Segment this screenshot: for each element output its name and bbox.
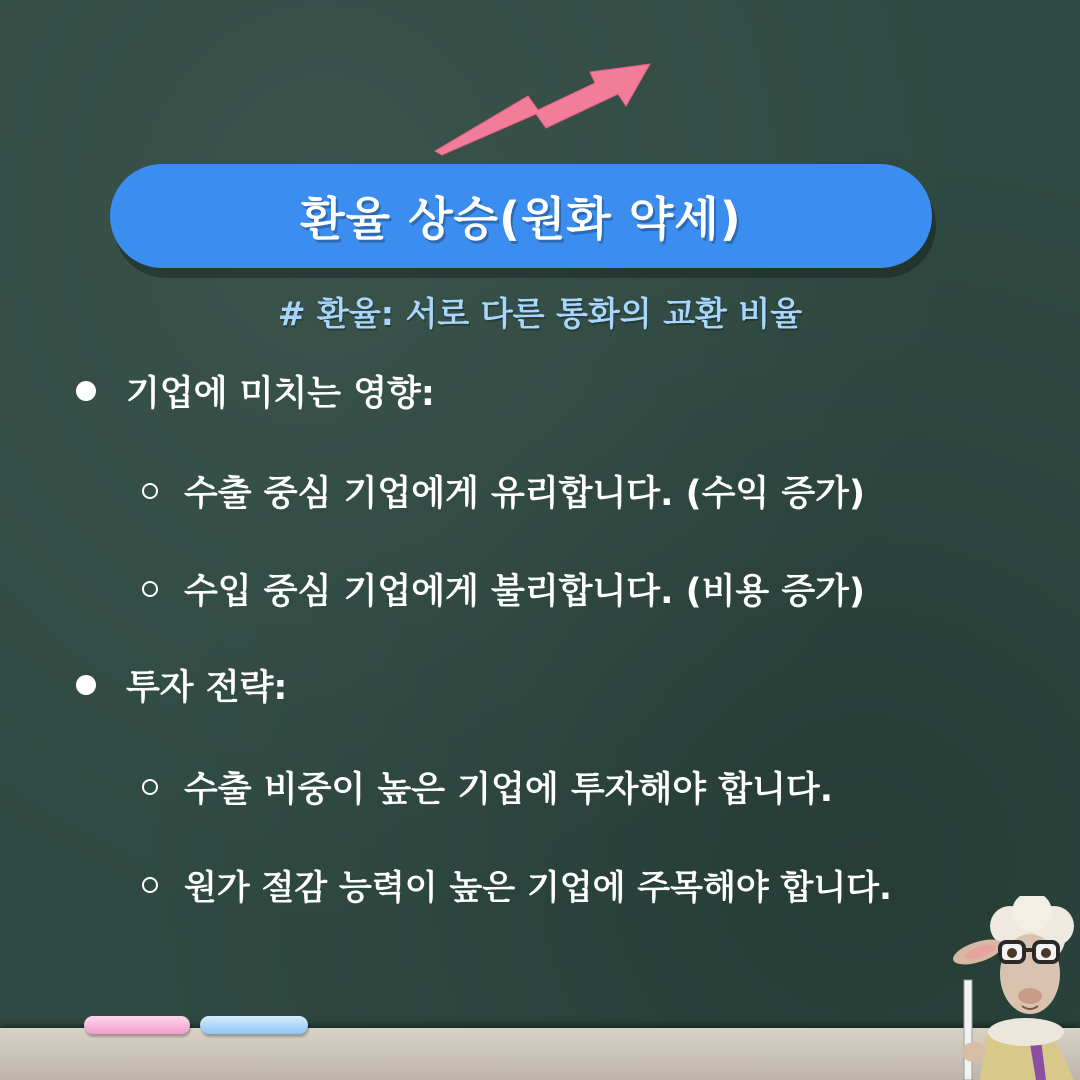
bullet-ring-icon <box>142 779 158 795</box>
list-item-text: 수출 비중이 높은 기업에 투자해야 합니다. <box>184 770 833 810</box>
list-item <box>142 860 892 909</box>
bullet-ring-icon <box>142 877 158 893</box>
section-heading-strategy <box>76 660 287 710</box>
definition-note: # 환율: 서로 다른 통화의 교환 비율 <box>277 294 803 333</box>
list-item-text: 수입 중심 기업에게 불리합니다. (비용 증가) <box>184 572 865 612</box>
section-heading-text: 기업에 미치는 영향: <box>126 374 435 414</box>
list-item <box>142 466 865 516</box>
list-item-text: 원가 절감 능력이 높은 기업에 주목해야 합니다. <box>184 868 892 908</box>
bullet-dot-icon <box>76 381 96 401</box>
section-heading-impact <box>76 366 435 416</box>
pink-chalk <box>84 1016 190 1034</box>
list-item <box>142 564 865 614</box>
bullet-ring-icon <box>142 483 158 499</box>
section-heading-text: 투자 전략: <box>126 668 288 708</box>
blue-chalk <box>200 1016 308 1034</box>
page-title: 환율 상승(원화 약세) <box>300 192 742 246</box>
chalk-ledge <box>0 1028 1080 1080</box>
title-banner <box>110 164 932 268</box>
bullet-dot-icon <box>76 675 96 695</box>
bullet-ring-icon <box>142 581 158 597</box>
sheep-teacher-icon <box>950 896 1080 1080</box>
trend-up-arrow-icon <box>430 58 655 158</box>
list-item <box>142 762 833 812</box>
list-item-text: 수출 중심 기업에게 유리합니다. (수익 증가) <box>184 474 865 514</box>
